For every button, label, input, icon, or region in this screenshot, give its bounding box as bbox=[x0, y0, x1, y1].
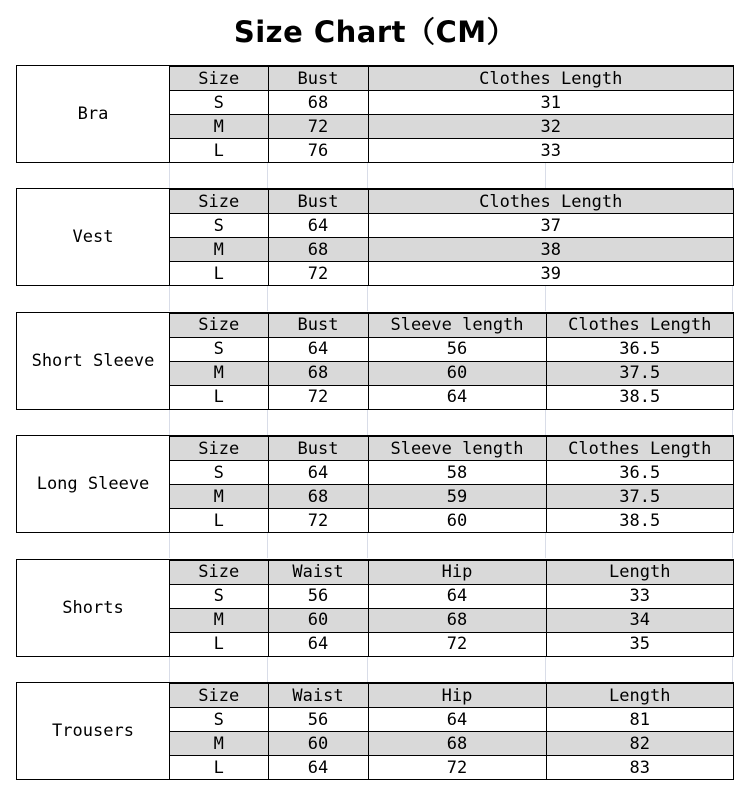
grid-line bbox=[732, 410, 733, 435]
table-row bbox=[170, 485, 733, 509]
size-cell: S bbox=[170, 584, 268, 608]
column-header: Size bbox=[170, 313, 268, 337]
table-row bbox=[170, 238, 733, 262]
size-cell: M bbox=[170, 115, 268, 139]
table-row bbox=[170, 214, 733, 238]
size-cell: L bbox=[170, 756, 268, 780]
size-cell: L bbox=[170, 139, 268, 163]
value-cell: 64 bbox=[268, 337, 368, 361]
value-cell: 83 bbox=[546, 756, 733, 780]
size-cell: L bbox=[170, 632, 268, 656]
header-row bbox=[170, 67, 733, 91]
category-label: Bra bbox=[17, 66, 170, 162]
value-cell: 64 bbox=[368, 385, 546, 409]
measurement-table bbox=[170, 189, 733, 285]
column-header: Waist bbox=[268, 560, 368, 584]
grid-gap bbox=[16, 533, 734, 558]
grid-line bbox=[367, 533, 368, 558]
page-title: Size Chart（CM） bbox=[233, 15, 517, 49]
value-cell: 60 bbox=[268, 732, 368, 756]
table-row bbox=[170, 584, 733, 608]
grid-gap bbox=[16, 657, 734, 682]
measurement-table bbox=[170, 560, 733, 656]
column-header: Hip bbox=[368, 684, 546, 708]
value-cell: 72 bbox=[268, 115, 368, 139]
value-cell: 33 bbox=[546, 584, 733, 608]
value-cell: 35 bbox=[546, 632, 733, 656]
size-cell: M bbox=[170, 485, 268, 509]
column-header: Size bbox=[170, 684, 268, 708]
size-table-vest bbox=[16, 188, 734, 286]
table-row bbox=[170, 139, 733, 163]
column-header: Length bbox=[546, 684, 733, 708]
category-label: Vest bbox=[17, 189, 170, 285]
grid-line bbox=[732, 286, 733, 311]
value-cell: 37.5 bbox=[546, 361, 733, 385]
grid-gap bbox=[16, 410, 734, 435]
grid-line bbox=[267, 410, 268, 435]
table-row bbox=[170, 708, 733, 732]
value-cell: 60 bbox=[368, 361, 546, 385]
value-cell: 38.5 bbox=[546, 385, 733, 409]
value-cell: 59 bbox=[368, 485, 546, 509]
value-cell: 56 bbox=[268, 708, 368, 732]
value-cell: 60 bbox=[268, 608, 368, 632]
value-cell: 33 bbox=[368, 139, 733, 163]
column-header: Size bbox=[170, 190, 268, 214]
header-row bbox=[170, 313, 733, 337]
value-cell: 72 bbox=[268, 509, 368, 533]
grid-line bbox=[545, 657, 546, 682]
size-table-long-sleeve bbox=[16, 435, 734, 533]
column-header: Sleeve length bbox=[368, 437, 546, 461]
value-cell: 68 bbox=[268, 485, 368, 509]
grid-line bbox=[267, 657, 268, 682]
size-cell: M bbox=[170, 361, 268, 385]
value-cell: 37.5 bbox=[546, 485, 733, 509]
column-header: Clothes Length bbox=[546, 437, 733, 461]
value-cell: 36.5 bbox=[546, 461, 733, 485]
value-cell: 38.5 bbox=[546, 509, 733, 533]
value-cell: 64 bbox=[268, 214, 368, 238]
size-cell: S bbox=[170, 214, 268, 238]
size-cell: S bbox=[170, 708, 268, 732]
grid-line bbox=[367, 286, 368, 311]
size-cell: M bbox=[170, 732, 268, 756]
size-cell: M bbox=[170, 238, 268, 262]
column-header: Bust bbox=[268, 437, 368, 461]
grid-line bbox=[732, 163, 733, 188]
value-cell: 58 bbox=[368, 461, 546, 485]
value-cell: 31 bbox=[368, 91, 733, 115]
category-label: Long Sleeve bbox=[17, 436, 170, 532]
value-cell: 37 bbox=[368, 214, 733, 238]
category-label: Shorts bbox=[17, 560, 170, 656]
value-cell: 68 bbox=[368, 608, 546, 632]
category-label: Trousers bbox=[17, 683, 170, 779]
grid-gap bbox=[16, 286, 734, 311]
value-cell: 68 bbox=[268, 238, 368, 262]
value-cell: 72 bbox=[368, 632, 546, 656]
grid-line bbox=[169, 163, 170, 188]
grid-line bbox=[267, 533, 268, 558]
size-cell: L bbox=[170, 509, 268, 533]
value-cell: 64 bbox=[268, 461, 368, 485]
value-cell: 64 bbox=[268, 632, 368, 656]
table-row bbox=[170, 337, 733, 361]
column-header: Bust bbox=[268, 313, 368, 337]
table-row bbox=[170, 608, 733, 632]
grid-line bbox=[732, 533, 733, 558]
column-header: Hip bbox=[368, 560, 546, 584]
grid-line bbox=[545, 410, 546, 435]
grid-line bbox=[169, 286, 170, 311]
value-cell: 32 bbox=[368, 115, 733, 139]
column-header: Size bbox=[170, 560, 268, 584]
table-row bbox=[170, 509, 733, 533]
table-row bbox=[170, 732, 733, 756]
value-cell: 56 bbox=[368, 337, 546, 361]
table-row bbox=[170, 632, 733, 656]
value-cell: 68 bbox=[368, 732, 546, 756]
grid-line bbox=[169, 657, 170, 682]
column-header: Clothes Length bbox=[368, 190, 733, 214]
header-row bbox=[170, 437, 733, 461]
value-cell: 36.5 bbox=[546, 337, 733, 361]
column-header: Bust bbox=[268, 190, 368, 214]
size-cell: S bbox=[170, 461, 268, 485]
category-label: Short Sleeve bbox=[17, 313, 170, 409]
column-header: Waist bbox=[268, 684, 368, 708]
value-cell: 64 bbox=[268, 756, 368, 780]
grid-gap bbox=[16, 163, 734, 188]
column-header: Clothes Length bbox=[368, 67, 733, 91]
grid-line bbox=[169, 533, 170, 558]
measurement-table bbox=[170, 313, 733, 409]
value-cell: 68 bbox=[268, 91, 368, 115]
size-cell: L bbox=[170, 262, 268, 286]
table-row bbox=[170, 361, 733, 385]
column-header: Bust bbox=[268, 67, 368, 91]
column-header: Sleeve length bbox=[368, 313, 546, 337]
table-row bbox=[170, 115, 733, 139]
column-header: Length bbox=[546, 560, 733, 584]
grid-line bbox=[545, 533, 546, 558]
value-cell: 34 bbox=[546, 608, 733, 632]
header-row bbox=[170, 684, 733, 708]
size-table-short-sleeve bbox=[16, 312, 734, 410]
table-row bbox=[170, 461, 733, 485]
size-table-bra bbox=[16, 65, 734, 163]
value-cell: 82 bbox=[546, 732, 733, 756]
size-cell: L bbox=[170, 385, 268, 409]
grid-line bbox=[267, 163, 268, 188]
table-row bbox=[170, 262, 733, 286]
grid-line bbox=[367, 163, 368, 188]
column-header: Size bbox=[170, 437, 268, 461]
grid-line bbox=[267, 286, 268, 311]
table-row bbox=[170, 91, 733, 115]
value-cell: 72 bbox=[368, 756, 546, 780]
grid-line bbox=[732, 657, 733, 682]
size-table-trousers bbox=[16, 682, 734, 780]
grid-line bbox=[169, 410, 170, 435]
grid-line bbox=[367, 410, 368, 435]
measurement-table bbox=[170, 683, 733, 779]
value-cell: 39 bbox=[368, 262, 733, 286]
table-row bbox=[170, 756, 733, 780]
grid-line bbox=[367, 657, 368, 682]
grid-line bbox=[545, 286, 546, 311]
size-cell: S bbox=[170, 91, 268, 115]
value-cell: 38 bbox=[368, 238, 733, 262]
value-cell: 64 bbox=[368, 584, 546, 608]
size-table-shorts bbox=[16, 559, 734, 657]
header-row bbox=[170, 560, 733, 584]
value-cell: 64 bbox=[368, 708, 546, 732]
value-cell: 81 bbox=[546, 708, 733, 732]
value-cell: 72 bbox=[268, 262, 368, 286]
column-header: Clothes Length bbox=[546, 313, 733, 337]
value-cell: 76 bbox=[268, 139, 368, 163]
value-cell: 72 bbox=[268, 385, 368, 409]
column-header: Size bbox=[170, 67, 268, 91]
value-cell: 68 bbox=[268, 361, 368, 385]
size-cell: S bbox=[170, 337, 268, 361]
size-cell: M bbox=[170, 608, 268, 632]
grid-line bbox=[545, 163, 546, 188]
measurement-table bbox=[170, 436, 733, 532]
table-row bbox=[170, 385, 733, 409]
value-cell: 56 bbox=[268, 584, 368, 608]
header-row bbox=[170, 190, 733, 214]
measurement-table bbox=[170, 66, 733, 162]
value-cell: 60 bbox=[368, 509, 546, 533]
